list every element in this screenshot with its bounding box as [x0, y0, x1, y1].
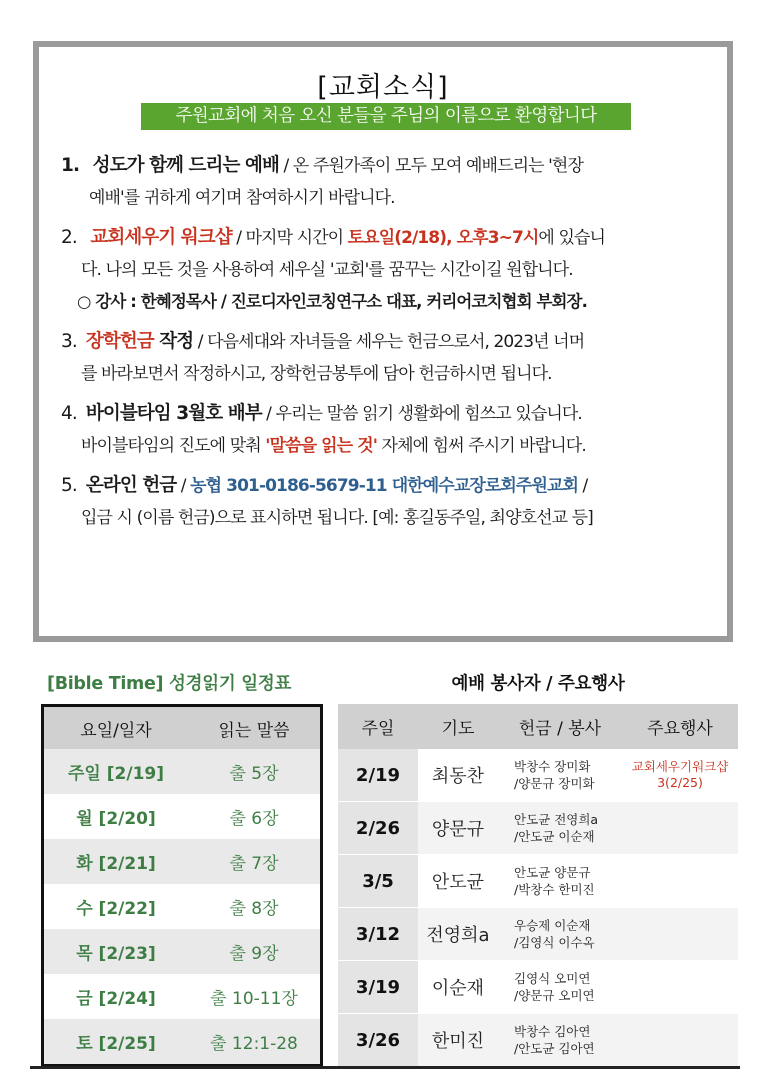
date-cell: 3/5 — [338, 855, 418, 908]
offering-line: 김영식 오미연 — [514, 971, 591, 986]
offering-cell — [498, 749, 622, 802]
bank-account: 농협 301-0186-5679-11 대한예수교장로회주원교회 — [190, 476, 579, 496]
table-row — [43, 974, 322, 1019]
item-text: 자체에 힘써 주시기 바랍니다. — [377, 436, 586, 456]
item-text: 입금 시 (이름 헌금)으로 표시하면 됩니다. [예: 홍길동주일, 최양호선교 등] — [81, 508, 593, 528]
offering-cell — [498, 1014, 622, 1067]
offering-line: /양문규 장미화 — [514, 776, 595, 791]
offering-line: /양문규 오미연 — [514, 988, 595, 1003]
item-highlight: 토요일(2/18), 오후3~7시 — [347, 228, 539, 248]
column-header: 헌금 / 봉사 — [498, 704, 622, 749]
item-heading: 성도가 함께 드리는 예배 — [92, 155, 279, 176]
offering-line: 박창수 장미화 — [514, 759, 591, 774]
date-cell: 2/19 — [338, 749, 418, 802]
item-number: 4. — [61, 403, 77, 424]
news-item-3 — [61, 326, 729, 390]
item-number: 1. — [61, 155, 80, 176]
table-row — [43, 839, 322, 884]
item-number: 2. — [61, 227, 77, 248]
item-text: / 우리는 말씀 읽기 생활화에 힘쓰고 있습니다. — [261, 404, 582, 424]
prayer-cell: 양문규 — [418, 802, 498, 855]
separator: / — [578, 476, 588, 496]
prayer-cell: 이순재 — [418, 961, 498, 1014]
offering-line: /김영식 이수옥 — [514, 935, 595, 950]
news-item-1 — [61, 150, 729, 214]
item-text: / 마지막 시간이 — [231, 228, 348, 248]
item-heading: 바이블타임 3월호 배부 — [85, 403, 262, 424]
item-text: 바이블타임의 진도에 맞춰 — [81, 436, 266, 456]
news-title: [교회소식] — [317, 72, 449, 103]
item-heading: 온라인 헌금 — [85, 475, 177, 496]
date-cell: 3/26 — [338, 1014, 418, 1067]
reading-cell: 출 12:1-28 — [188, 1019, 322, 1066]
event-cell — [622, 749, 738, 802]
offering-line: 박창수 김아연 — [514, 1024, 591, 1039]
bible-time-title: [Bible Time] 성경읽기 일정표 — [47, 674, 292, 694]
service-table — [338, 704, 738, 1067]
event-line: 교회세우기워크샵 — [631, 759, 729, 774]
item-text: / 다음세대와 자녀들을 세우는 헌금으로서, 2023년 너머 — [193, 332, 585, 352]
bottom-divider — [30, 1066, 740, 1069]
item-number: 3. — [61, 331, 77, 352]
offering-line: 우승제 이순재 — [514, 918, 591, 933]
column-header: 읽는 말씀 — [188, 706, 322, 750]
date-cell: 3/19 — [338, 961, 418, 1014]
offering-cell — [498, 855, 622, 908]
news-items — [61, 150, 729, 542]
event-cell — [622, 908, 738, 961]
day-cell: 수 [2/22] — [76, 899, 156, 919]
reading-cell: 출 9장 — [188, 929, 322, 974]
table-row — [338, 802, 738, 855]
item-text: 를 바라보면서 작정하시고, 장학헌금봉투에 담아 헌금하시면 됩니다. — [81, 364, 552, 384]
column-header: 기도 — [418, 704, 498, 749]
column-header: 요일/일자 — [43, 706, 189, 750]
item-highlight: '말씀을 읽는 것' — [265, 436, 378, 456]
prayer-cell: 한미진 — [418, 1014, 498, 1067]
item-text: 예배'를 귀하게 여기며 참여하시기 바랍니다. — [89, 188, 395, 208]
item-heading: 작정 — [153, 331, 194, 352]
day-cell: 목 [2/23] — [43, 929, 189, 974]
prayer-cell: 최동찬 — [418, 749, 498, 802]
event-cell — [622, 1014, 738, 1067]
reading-cell: 출 10-11장 — [210, 989, 298, 1009]
date-cell: 2/26 — [338, 802, 418, 855]
event-cell — [622, 961, 738, 1014]
table-row — [43, 884, 322, 929]
service-title: 예배 봉사자 / 주요행사 — [451, 674, 625, 694]
church-news-box — [33, 41, 733, 642]
item-number: 5. — [61, 475, 77, 496]
day-cell: 주일 [2/19] — [43, 749, 189, 794]
date-cell: 3/12 — [338, 908, 418, 961]
event-cell — [622, 802, 738, 855]
reading-cell: 출 8장 — [229, 899, 279, 919]
column-header: 주일 — [338, 704, 418, 749]
column-header: 주요행사 — [622, 704, 738, 749]
table-row — [43, 929, 322, 974]
offering-cell — [498, 908, 622, 961]
reading-cell: 출 7장 — [188, 839, 322, 884]
day-cell: 금 [2/24] — [76, 989, 156, 1009]
item-heading: 교회세우기 워크샵 — [90, 227, 232, 248]
prayer-cell: 안도균 — [418, 855, 498, 908]
news-item-2 — [61, 222, 729, 318]
item-text: 다. 나의 모든 것을 사용하여 세우실 '교회'를 꿈꾸는 시간이길 원합니다. — [81, 260, 573, 280]
table-row — [43, 794, 322, 839]
table-row — [338, 961, 738, 1014]
offering-cell — [498, 802, 622, 855]
reading-cell: 출 5장 — [188, 749, 322, 794]
offering-line: 안도균 양문규 — [514, 865, 591, 880]
table-row — [43, 749, 322, 794]
event-line: 3(2/25) — [657, 775, 703, 790]
bible-time-table — [41, 704, 323, 1067]
news-item-4 — [61, 398, 729, 462]
table-row — [338, 1014, 738, 1067]
offering-line: /박창수 한미진 — [514, 882, 595, 897]
reading-cell: 출 6장 — [229, 809, 279, 829]
item-heading-red: 장학헌금 — [85, 331, 154, 352]
table-row — [338, 749, 738, 802]
day-cell: 월 [2/20] — [76, 809, 156, 829]
item-text: 에 있습니 — [538, 228, 606, 248]
separator: / — [176, 476, 191, 496]
event-cell — [622, 855, 738, 908]
welcome-banner: 주원교회에 처음 오신 분들을 주님의 이름으로 환영합니다 — [141, 103, 631, 130]
prayer-cell: 전영희a — [418, 908, 498, 961]
day-cell: 화 [2/21] — [43, 839, 189, 884]
offering-line: 안도균 전영희a — [514, 812, 599, 827]
table-row — [338, 855, 738, 908]
offering-line: /안도균 이순재 — [514, 829, 595, 844]
offering-cell — [498, 961, 622, 1014]
table-row — [338, 908, 738, 961]
item-text: / 온 주원가족이 모두 모여 예배드리는 '현장 — [278, 156, 583, 176]
news-item-5 — [61, 470, 729, 534]
table-row — [43, 1019, 322, 1066]
offering-line: /안도균 김아연 — [514, 1041, 595, 1056]
day-cell: 토 [2/25] — [43, 1019, 189, 1066]
lecturer-line: ○ 강사 : 한혜정목사 / 진로디자인코칭연구소 대표, 커리어코치협회 부회장. — [77, 292, 587, 311]
